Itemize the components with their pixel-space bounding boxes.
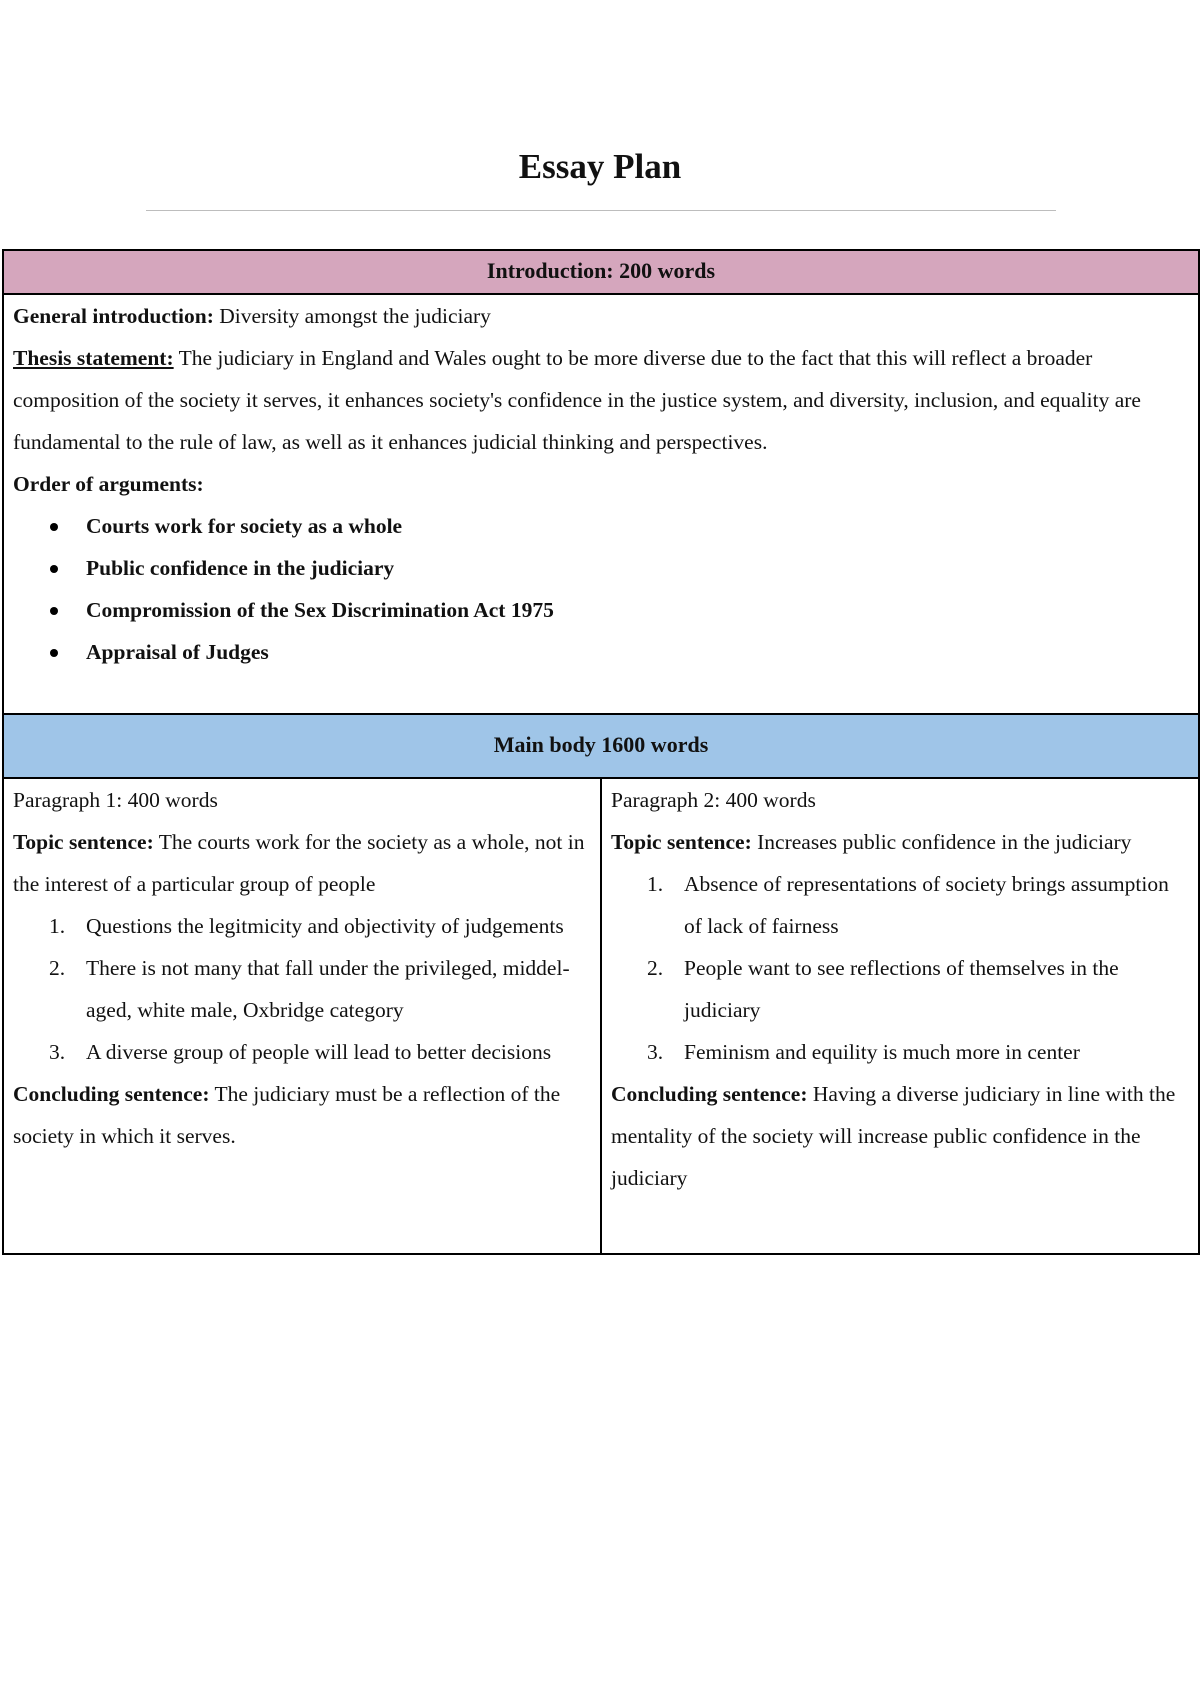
thesis-statement: [13, 337, 1189, 463]
topic-sentence-text: Increases public confidence in the judiciary: [751, 830, 1132, 854]
point-number: 2.: [49, 956, 66, 980]
point-number: 3.: [49, 1040, 66, 1064]
point-text: People want to see reflections of themselves in the judiciary: [684, 956, 1119, 1022]
introduction-cell: [3, 294, 1199, 714]
title-divider: [146, 210, 1056, 211]
points-list: [611, 863, 1189, 1073]
essay-plan-table: [2, 249, 1200, 1255]
point-text: There is not many that fall under the privileged, middel-aged, white male, Oxbridge category: [86, 956, 570, 1022]
main-body-header: Main body 1600 words: [3, 714, 1199, 778]
concluding-sentence: [611, 1073, 1189, 1199]
point-text: A diverse group of people will lead to better decisions: [86, 1040, 552, 1064]
topic-sentence-label: Topic sentence:: [13, 830, 154, 854]
argument-item: [13, 505, 1189, 547]
argument-text: Public confidence in the judiciary: [86, 556, 395, 580]
concluding-sentence-label: Concluding sentence:: [13, 1082, 210, 1106]
paragraphs-row: [3, 778, 1199, 1254]
argument-text: Courts work for society as a whole: [86, 514, 403, 538]
introduction-header: Introduction: 200 words: [3, 250, 1199, 294]
point-item: [13, 905, 591, 947]
point-text: Feminism and equility is much more in center: [684, 1040, 1080, 1064]
bullet-icon: [50, 565, 58, 573]
point-number: 1.: [49, 914, 66, 938]
concluding-sentence-label: Concluding sentence:: [611, 1082, 808, 1106]
argument-text: Appraisal of Judges: [86, 640, 269, 664]
argument-item: [13, 589, 1189, 631]
introduction-header-row: [3, 250, 1199, 294]
paragraph-2-cell: [601, 778, 1199, 1254]
bullet-icon: [50, 523, 58, 531]
main-body-header-row: [3, 714, 1199, 778]
point-item: [611, 863, 1189, 947]
introduction-row: [3, 294, 1199, 714]
points-list: [13, 905, 591, 1073]
bullet-icon: [50, 607, 58, 615]
point-number: 2.: [647, 956, 664, 980]
bullet-icon: [50, 649, 58, 657]
arguments-list: [13, 505, 1189, 673]
topic-sentence: [611, 821, 1189, 863]
paragraph-heading: Paragraph 1: 400 words: [13, 788, 218, 812]
general-introduction-label: General introduction:: [13, 304, 214, 328]
general-introduction-text: Diversity amongst the judiciary: [213, 304, 491, 328]
point-item: [611, 1031, 1189, 1073]
argument-item: [13, 631, 1189, 673]
topic-sentence-text: The courts work for the society as a whole, not in the interest of a particular group of people: [13, 830, 585, 896]
thesis-statement-label: Thesis statement:: [13, 346, 174, 370]
topic-sentence-label: Topic sentence:: [611, 830, 752, 854]
concluding-sentence-text: The judiciary must be a reflection of the society in which it serves.: [13, 1082, 561, 1148]
concluding-sentence: [13, 1073, 591, 1157]
point-number: 3.: [647, 1040, 664, 1064]
argument-text: Compromission of the Sex Discrimination Act 1975: [86, 598, 554, 622]
point-item: [13, 947, 591, 1031]
page-title: Essay Plan: [518, 147, 682, 186]
thesis-statement-text: The judiciary in England and Wales ought to be more diverse due to the fact that this will reflect a broader composition of the society it serves, it enhances society's confidence in the justice system, and diversity, inclusion, and equality are fundamental to the rule of law, as well as it enhances judicial thinking and perspectives.: [13, 346, 1141, 454]
paragraph-1-cell: [3, 778, 601, 1254]
paragraph-heading: Paragraph 2: 400 words: [611, 788, 816, 812]
general-introduction: [13, 295, 1189, 337]
order-of-arguments-label: Order of arguments:: [13, 472, 204, 496]
point-item: [611, 947, 1189, 1031]
concluding-sentence-text: Having a diverse judiciary in line with the mentality of the society will increase public confidence in the judiciary: [611, 1082, 1176, 1190]
point-text: Questions the legitmicity and objectivity of judgements: [86, 914, 564, 938]
point-text: Absence of representations of society brings assumption of lack of fairness: [684, 872, 1169, 938]
topic-sentence: [13, 821, 591, 905]
point-item: [13, 1031, 591, 1073]
argument-item: [13, 547, 1189, 589]
point-number: 1.: [647, 872, 664, 896]
